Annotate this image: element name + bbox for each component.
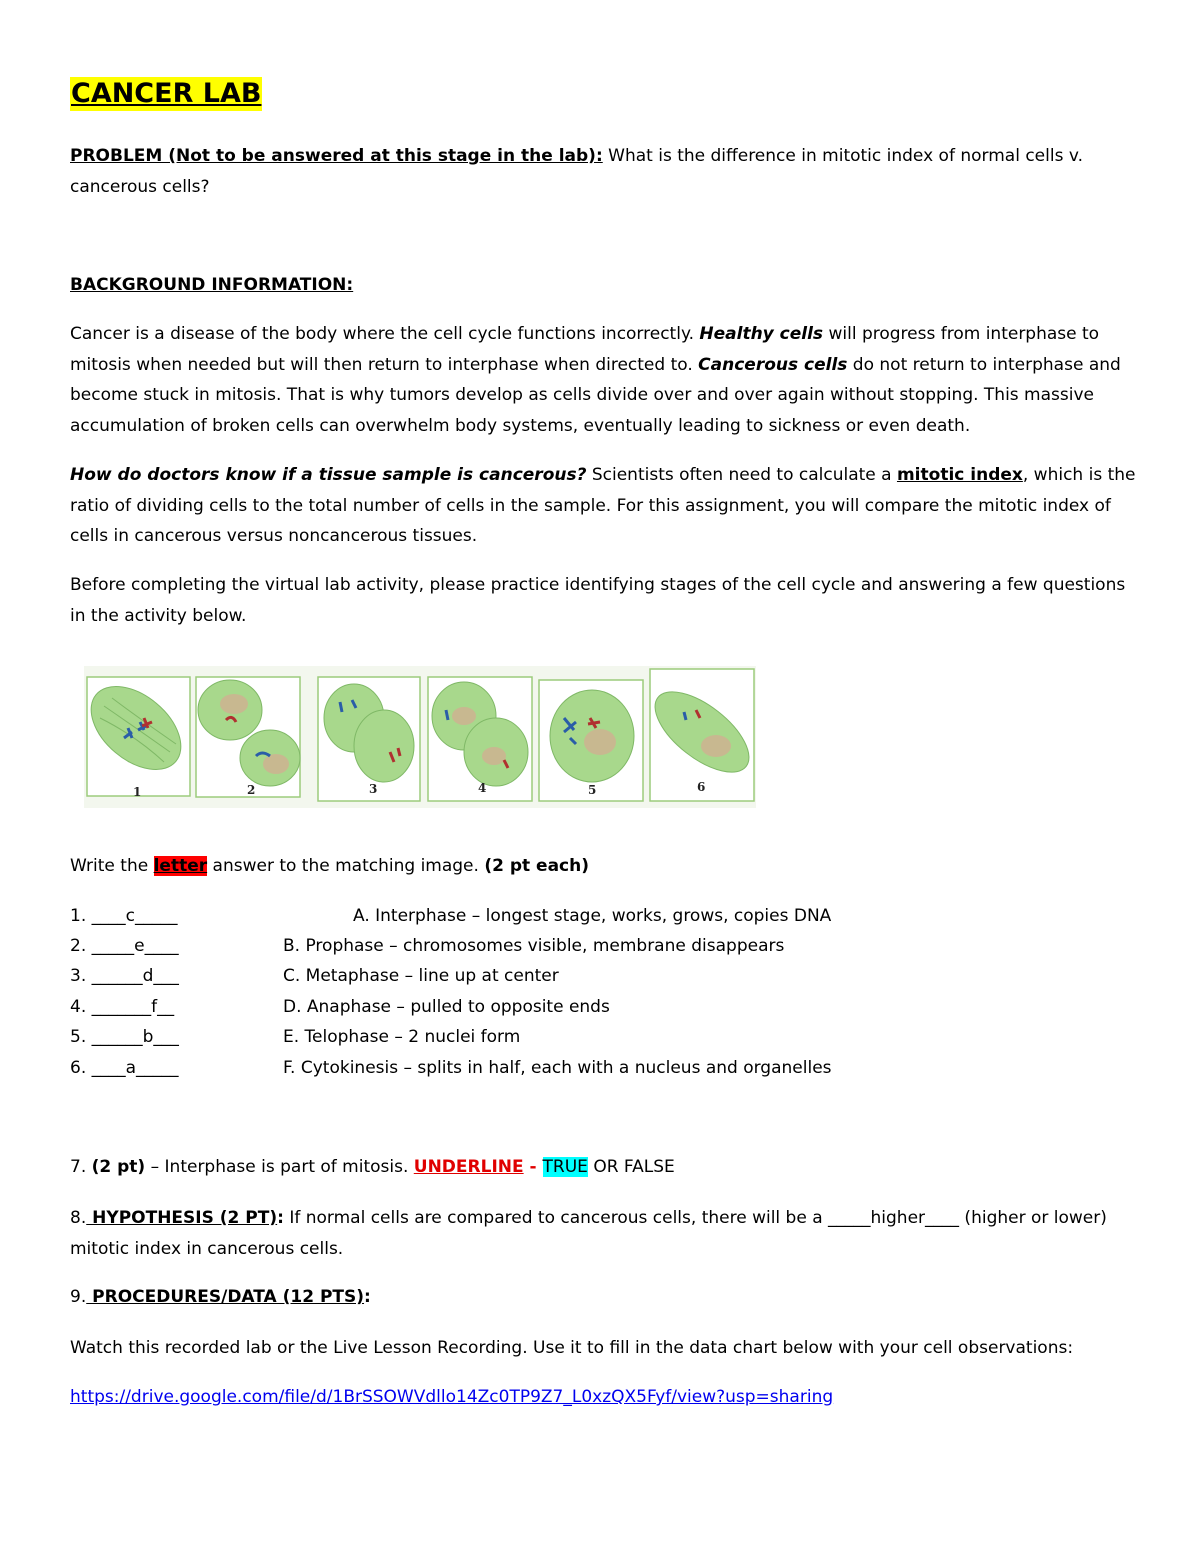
stage-label-2: 2	[247, 783, 256, 797]
question-9-heading	[70, 1282, 371, 1312]
cell-cycle-figure	[84, 666, 756, 808]
background-paragraph-1	[70, 319, 1140, 441]
background-heading: BACKGROUND INFORMATION:	[70, 275, 354, 295]
stage-label-6: 6	[697, 780, 706, 794]
q7-text: – Interphase is part of mitosis.	[145, 1157, 414, 1177]
background-text: will progress from interphase to mitosis when needed but will then return to interphase when directed to.	[70, 324, 1100, 375]
cell-3b	[354, 710, 414, 782]
cell-stages-illustration	[84, 666, 756, 808]
stage-label-3: 3	[369, 782, 378, 796]
answer-5: 5. ______b___	[70, 1027, 179, 1047]
procedures-instructions: Watch this recorded lab or the Live Lesson Recording. Use it to fill in the data chart below with your cell observations:	[70, 1338, 1074, 1358]
nucleus-2a	[220, 694, 248, 714]
stage-label-1: 1	[133, 785, 142, 799]
answer-6: 6. ____a_____	[70, 1058, 179, 1078]
doctors-question: How do doctors know if a tissue sample is cancerous?	[70, 465, 587, 485]
nucleus-4a	[452, 707, 476, 725]
answer-1: 1. ____c_____	[70, 906, 178, 926]
letter-highlight: letter	[153, 856, 208, 876]
option-f: F. Cytokinesis – splits in half, each with a nucleus and organelles	[283, 1058, 832, 1078]
hypothesis-label: HYPOTHESIS (2 PT)	[86, 1208, 278, 1228]
background-text: Scientists often need to calculate a	[586, 465, 897, 485]
q7-false-option: OR FALSE	[587, 1157, 675, 1177]
nucleus-6	[701, 735, 731, 757]
q8-colon: :	[277, 1208, 284, 1228]
chromosome-6a	[684, 712, 686, 720]
instructions-text: answer to the matching image.	[207, 856, 485, 876]
nucleus-2b	[263, 754, 289, 774]
problem-text: What is the difference in mitotic index of normal cells v. cancerous cells?	[70, 146, 1083, 197]
option-e: E. Telophase – 2 nuclei form	[283, 1027, 521, 1047]
answer-2: 2. _____e____	[70, 936, 179, 956]
answer-4: 4. _______f__	[70, 997, 175, 1017]
problem-statement	[70, 141, 1140, 202]
recorded-lab-link[interactable]: https://drive.google.com/file/d/1BrSSOWVdllo14Zc0TP9Z7_L0xzQX5Fyf/view?usp=sharing	[70, 1387, 834, 1407]
option-d: D. Anaphase – pulled to opposite ends	[283, 997, 610, 1017]
procedures-label: PROCEDURES/DATA (12 PTS)	[86, 1287, 365, 1307]
points-each: (2 pt each)	[484, 856, 590, 876]
q7-points: (2 pt)	[91, 1157, 146, 1177]
stage-label-4: 4	[478, 781, 487, 795]
background-text: do not return to interphase and become stuck in mitosis. That is why tumors develop as cells divide over and over again without stopping. This massive accumulation of broken cells can overwhelm body systems, eventually leading to sickness or even death.	[70, 354, 1121, 436]
chromosome-4a	[446, 710, 448, 720]
page-title: CANCER LAB	[71, 78, 262, 109]
option-b: B. Prophase – chromosomes visible, membrane disappears	[283, 936, 785, 956]
q8-number: 8.	[70, 1208, 87, 1228]
underline-instruction: UNDERLINE	[413, 1157, 524, 1177]
problem-label: PROBLEM (Not to be answered at this stage in the lab):	[70, 146, 603, 166]
q9-number: 9.	[70, 1287, 87, 1307]
matching-instructions	[70, 851, 589, 881]
nucleus-5	[584, 729, 616, 755]
cancerous-cells-term: Cancerous cells	[698, 354, 848, 375]
question-8-hypothesis	[70, 1203, 1140, 1264]
healthy-cells-term: Healthy cells	[699, 324, 824, 344]
q9-colon: :	[364, 1287, 371, 1307]
background-paragraph-3: Before completing the virtual lab activity, please practice identifying stages of the cell cycle and answering a few questions in the activity below.	[70, 575, 1126, 626]
option-a: A. Interphase – longest stage, works, grows, copies DNA	[353, 906, 832, 926]
stage-label-5: 5	[588, 783, 597, 797]
background-text: , which is the ratio of dividing cells to the total number of cells in the sample. For this assignment, you will compare the mitotic index of cells in cancerous versus noncancerous tissues.	[70, 465, 1136, 546]
background-paragraph-2	[70, 460, 1140, 552]
true-answer: TRUE	[542, 1157, 588, 1177]
nucleus-4b	[482, 747, 506, 765]
answer-3: 3. ______d___	[70, 966, 179, 986]
q7-number: 7.	[70, 1157, 92, 1177]
background-text: Cancer is a disease of the body where the cell cycle functions incorrectly.	[70, 324, 700, 344]
option-c: C. Metaphase – line up at center	[283, 966, 559, 986]
instructions-text: Write the	[70, 856, 154, 876]
q7-dash: -	[523, 1157, 543, 1177]
question-7	[70, 1152, 675, 1182]
hypothesis-text: If normal cells are compared to cancerous cells, there will be a _____higher____ (higher or lower) mitotic index in cancerous cells.	[70, 1208, 1107, 1259]
mitotic-index-term: mitotic index	[896, 465, 1023, 485]
